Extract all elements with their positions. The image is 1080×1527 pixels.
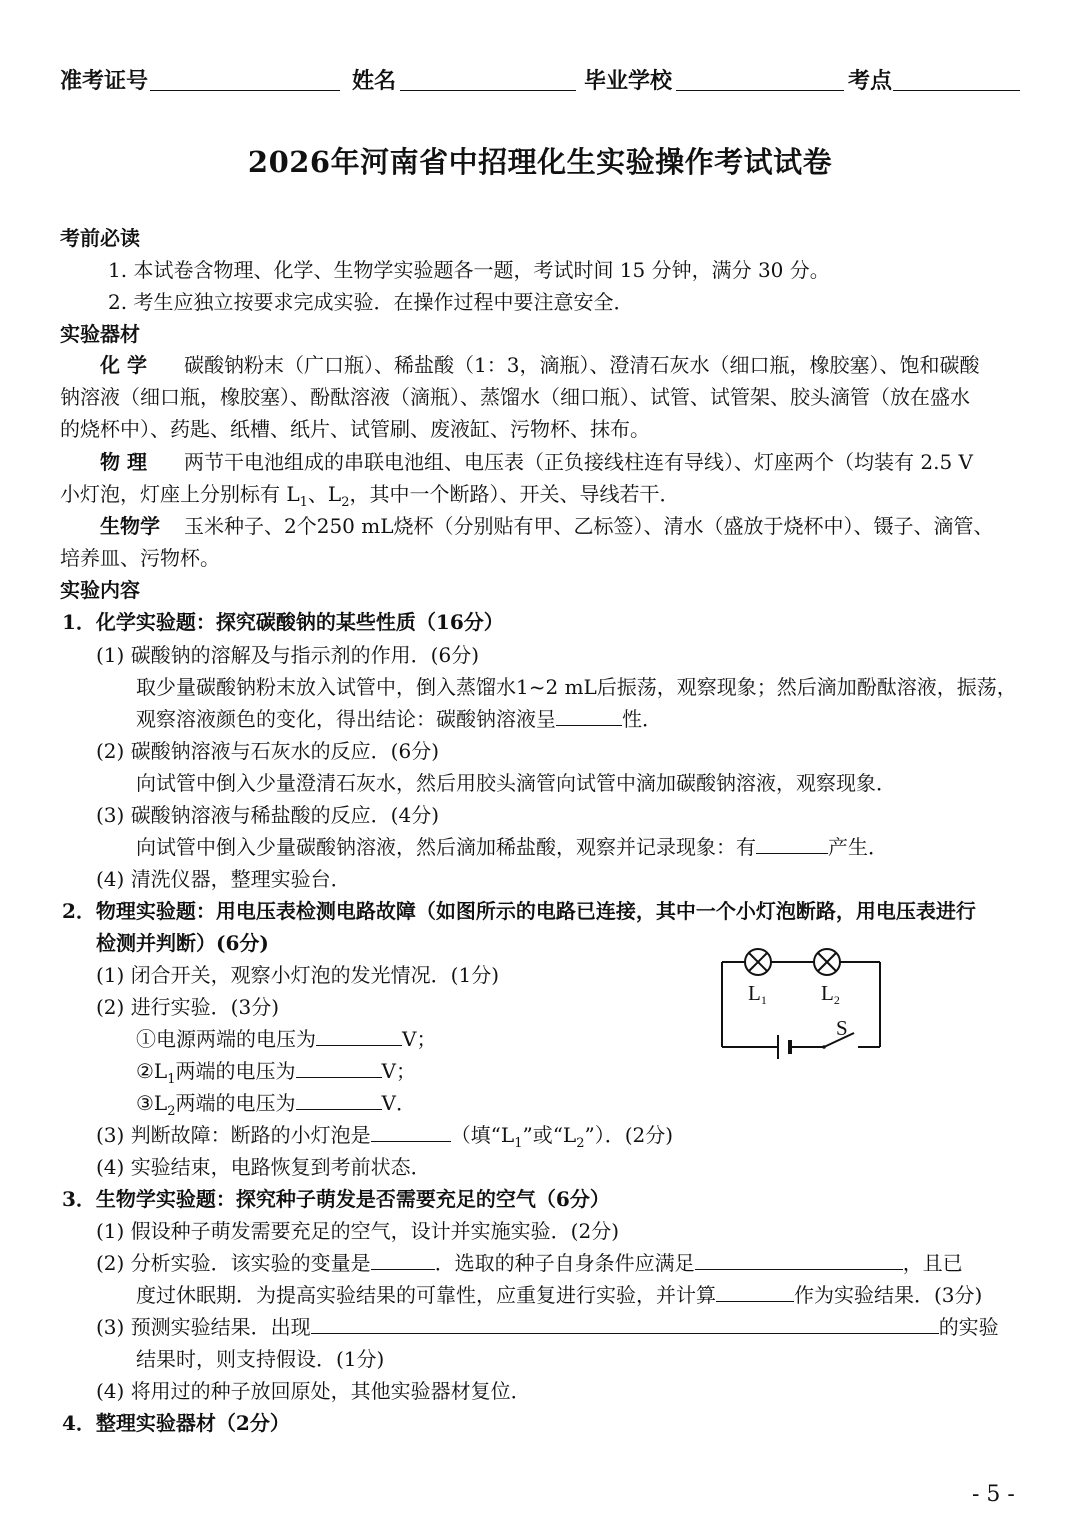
q2-part-4: (4) 实验结束，电路恢复到考前状态． <box>96 1155 431 1179</box>
q2-part-2-c <box>136 1091 416 1124</box>
phys-line-2-c: ，其中一个断路）、开关、导线若干． <box>349 482 680 506</box>
q2-part-2-b <box>136 1059 416 1092</box>
q3-title: 3．生物学实验题：探究种子萌发是否需要充足的空气（6分） <box>62 1187 610 1211</box>
q2-p3-sub-2: 2 <box>576 1136 585 1151</box>
q2-part-2: (2) 进行实验．(3分) <box>96 995 280 1019</box>
q1-title: 1．化学实验题：探究碳酸钠的某些性质（16分） <box>62 610 504 634</box>
label-l2-letter: L <box>821 981 834 1005</box>
content-heading: 实验内容 <box>60 578 140 602</box>
exam-site-field[interactable] <box>893 90 1020 91</box>
q2-p3-text-a: (3) 判断故障：断路的小灯泡是 <box>96 1123 371 1147</box>
q3-part-4: (4) 将用过的种子放回原处，其他实验器材复位． <box>96 1379 531 1403</box>
notice-item-1: 1. 本试卷含物理、化学、生物学实验题各一题，考试时间 15 分钟，满分 30 分。 <box>108 258 830 282</box>
q3-part-2-line-2 <box>136 1283 982 1307</box>
q1-p3-text-b: 产生． <box>828 835 888 859</box>
q2-p2a-text: ①电源两端的电压为 <box>136 1027 316 1051</box>
name-label: 姓名 <box>352 68 397 94</box>
bio-label: 生物学 <box>100 514 160 538</box>
school-label: 毕业学校 <box>584 68 673 94</box>
q1-part-3-line-1 <box>136 835 888 859</box>
q1-part-2-line-1: 向试管中倒入少量澄清石灰水，然后用胶头滴管向试管中滴加碳酸钠溶液，观察现象． <box>136 771 896 795</box>
sub-2: 2 <box>341 495 350 510</box>
page-number: - 5 - <box>972 1482 1015 1507</box>
label-l2-sub: 2 <box>833 993 840 1007</box>
q3-part-3-line-1 <box>96 1315 999 1339</box>
circuit-diagram <box>712 940 892 1060</box>
equipment-heading: 实验器材 <box>60 322 140 346</box>
name-field[interactable] <box>400 90 576 91</box>
phys-line-1: 两节干电池组成的串联电池组、电压表（正负接线柱连有导线）、灯座两个（均装有 2.5 V <box>184 450 973 474</box>
q2-p2c-text-a: ③L <box>136 1091 168 1115</box>
sub-1: 1 <box>299 495 308 510</box>
phys-equipment-line-2 <box>60 482 679 515</box>
q1-part-3: (3) 碳酸钠溶液与稀盐酸的反应．(4分) <box>96 803 440 827</box>
q2-p2c-sub: 2 <box>167 1104 176 1119</box>
q1-p1-text-b: 性． <box>622 707 662 731</box>
q3-p2-text-a: (2) 分析实验．该实验的变量是 <box>96 1251 371 1275</box>
q2-p3-blank[interactable] <box>371 1123 451 1142</box>
q1-part-1: (1) 碳酸钠的溶解及与指示剂的作用．(6分) <box>96 643 480 667</box>
q4-title: 4．整理实验器材（2分） <box>62 1411 290 1435</box>
q3-part-3-line-2: 结果时，则支持假设．(1分) <box>136 1347 385 1371</box>
q1-part-4: (4) 清洗仪器，整理实验台． <box>96 867 351 891</box>
q2-p2c-text-b: 两端的电压为 <box>175 1091 296 1115</box>
q3-p3-text-a: (3) 预测实验结果．出现 <box>96 1315 311 1339</box>
switch-pivot <box>822 1045 826 1049</box>
q2-p2a-blank[interactable] <box>316 1027 402 1046</box>
q2-p2c-unit: V． <box>381 1091 416 1115</box>
chem-label: 化 学 <box>100 353 147 377</box>
phys-line-2-b: 、L <box>307 482 342 506</box>
phys-equipment-line-1 <box>100 450 973 474</box>
bio-equipment-line-1 <box>100 514 994 538</box>
chem-line-1: 碳酸钠粉末（广口瓶）、稀盐酸（1：3，滴瓶）、澄清石灰水（细口瓶，橡胶塞）、饱和碳酸 <box>184 353 980 377</box>
q2-p2b-text-a: ②L <box>136 1059 168 1083</box>
q2-p2c-blank[interactable] <box>296 1091 382 1110</box>
q1-part-2: (2) 碳酸钠溶液与石灰水的反应．(6分) <box>96 739 440 763</box>
chem-equipment-line-2: 钠溶液（细口瓶，橡胶塞）、酚酞溶液（滴瓶）、蒸馏水（细口瓶）、试管、试管架、胶头滴管（放在盛水 <box>60 385 970 409</box>
q2-p2b-text-b: 两端的电压为 <box>175 1059 296 1083</box>
q2-p3-text-c: ”或“L <box>522 1123 577 1147</box>
page-title: 2026年河南省中招理化生实验操作考试试卷 <box>247 145 833 179</box>
q2-p2b-sub: 1 <box>167 1072 176 1087</box>
q1-p3-text-a: 向试管中倒入少量碳酸钠溶液，然后滴加稀盐酸，观察并记录现象：有 <box>136 835 756 859</box>
bio-line-1: 玉米种子、2个250 mL烧杯（分别贴有甲、乙标签）、清水（盛放于烧杯中）、镊子、滴管、 <box>184 514 994 538</box>
q1-p1-text-a: 观察溶液颜色的变化，得出结论：碳酸钠溶液呈 <box>136 707 556 731</box>
q2-p2b-unit: V； <box>381 1059 416 1083</box>
phys-label: 物 理 <box>100 450 147 474</box>
q2-p2a-unit: V； <box>402 1027 437 1051</box>
label-l2 <box>821 981 840 1007</box>
q3-p2-text-c: ，且已 <box>902 1251 963 1275</box>
q3-part-2-line-1 <box>96 1251 963 1275</box>
q2-p3-sub-1: 1 <box>514 1136 523 1151</box>
q3-variable-blank[interactable] <box>371 1251 435 1270</box>
q3-average-blank[interactable] <box>716 1283 794 1302</box>
label-l1-sub: 1 <box>760 993 767 1007</box>
q3-part-1: (1) 假设种子萌发需要充足的空气，设计并实施实验．(2分) <box>96 1219 620 1243</box>
q2-part-3 <box>96 1123 673 1156</box>
chem-equipment-line-3: 的烧杯中）、药匙、纸槽、纸片、试管刷、废液缸、污物杯、抹布。 <box>60 417 650 441</box>
exam-site-label: 考点 <box>848 68 893 94</box>
exam-number-field[interactable] <box>150 90 340 91</box>
q2-p2b-blank[interactable] <box>296 1059 382 1078</box>
school-field[interactable] <box>676 90 844 91</box>
label-switch: S <box>836 1016 848 1040</box>
q2-p3-text-b: （填“L <box>450 1123 515 1147</box>
q3-p2-line2-text-b: 作为实验结果．(3分) <box>794 1283 983 1307</box>
q3-p3-text-b: 的实验 <box>938 1315 999 1339</box>
label-l1 <box>748 981 767 1007</box>
q2-title-line-2: 检测并判断）(6分) <box>96 931 269 955</box>
q2-part-2-a <box>136 1027 436 1051</box>
notice-heading: 考前必读 <box>60 226 140 250</box>
chem-equipment-line-1 <box>100 353 979 377</box>
q3-p2-text-b: ．选取的种子自身条件应满足 <box>434 1251 695 1275</box>
q3-condition-blank[interactable] <box>695 1251 903 1270</box>
q1-p3-blank[interactable] <box>756 835 828 854</box>
q3-p2-line2-text-a: 度过休眠期．为提高实验结果的可靠性，应重复进行实验，并计算 <box>136 1283 716 1307</box>
q3-result-blank[interactable] <box>311 1315 939 1334</box>
notice-item-2: 2. 考生应独立按要求完成实验．在操作过程中要注意安全． <box>108 290 634 314</box>
q2-p3-text-d: ”）．(2分) <box>584 1123 674 1147</box>
q2-part-1: (1) 闭合开关，观察小灯泡的发光情况．(1分) <box>96 963 500 987</box>
phys-line-2-a: 小灯泡，灯座上分别标有 L <box>60 482 300 506</box>
q1-p1-blank[interactable] <box>556 707 622 726</box>
q1-part-1-line-1: 取少量碳酸钠粉末放入试管中，倒入蒸馏水1~2 mL后振荡，观察现象；然后滴加酚酞溶液，振荡， <box>136 675 1017 699</box>
bio-equipment-line-2: 培养皿、污物杯。 <box>60 546 220 570</box>
q2-title-line-1: 2．物理实验题：用电压表检测电路故障（如图所示的电路已连接，其中一个小灯泡断路，用电压表进行 <box>62 899 976 923</box>
q1-part-1-line-2 <box>136 707 662 731</box>
label-l1-letter: L <box>748 981 761 1005</box>
exam-number-label: 准考证号 <box>60 68 149 94</box>
